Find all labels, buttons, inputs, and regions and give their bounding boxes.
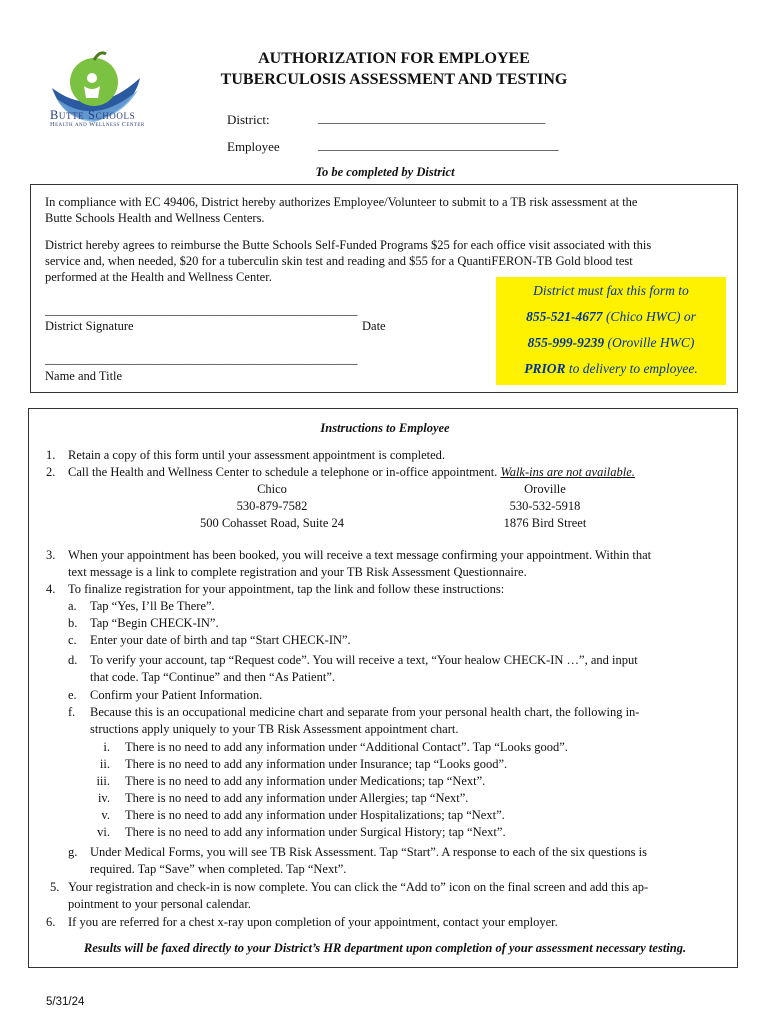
item-a-text: Tap “Yes, I’ll Be There”.: [90, 599, 215, 613]
oroville-fax-location: (Oroville HWC): [607, 335, 695, 350]
chico-phone: 530-879-7582: [236, 499, 308, 513]
fax-line-prior: [496, 361, 726, 377]
footer-date: 5/31/24: [46, 996, 85, 1008]
para2-line3: performed at the Health and Wellness Center.: [45, 270, 272, 284]
para2-line1: District hereby agrees to reimburse the Butte Schools Self-Funded Programs $25 for each office visit associated with this: [45, 238, 652, 252]
prior-rest-text: to delivery to employee.: [568, 361, 698, 376]
para1-line2: Butte Schools Health and Wellness Centers.: [45, 211, 265, 225]
item-g-line1: Under Medical Forms, you will see TB Risk Assessment. Tap “Start”. A response to each of the six questions is: [90, 845, 647, 859]
title-line-2: TUBERCULOSIS ASSESSMENT AND TESTING: [220, 71, 568, 88]
fax-line-1: District must fax this form to: [533, 283, 689, 298]
signature-label: District Signature: [45, 319, 134, 333]
item-2-main: Call the Health and Wellness Center to schedule a telephone or in-office appointment.: [68, 465, 498, 479]
item-b-text: Tap “Begin CHECK-IN”.: [90, 616, 219, 630]
logo-text: Butte Schools: [50, 108, 136, 122]
item-fvi-text: There is no need to add any information under Surgical History; tap “Next”.: [125, 825, 506, 839]
item-3-line1: When your appointment has been booked, you will receive a text message confirming your appointment. Within that: [68, 548, 652, 562]
para1-line1: In compliance with EC 49406, District hereby authorizes Employee/Volunteer to submit to a TB risk assessment at the: [45, 195, 638, 209]
employee-field[interactable]: _____________________________________: [318, 137, 559, 152]
item-fv-number: v.: [101, 808, 110, 822]
prior-text: PRIOR: [524, 361, 566, 376]
chico-fax-location: (Chico HWC) or: [605, 309, 696, 324]
item-3-line2: text message is a link to complete registration and your TB Risk Assessment Questionnaire.: [68, 565, 527, 579]
item-e-number: e.: [68, 688, 77, 702]
item-c-number: c.: [68, 633, 77, 647]
item-3-number: 3.: [46, 548, 56, 562]
fax-line-oroville: [496, 335, 726, 351]
item-a-number: a.: [68, 599, 77, 613]
item-fi-number: i.: [103, 740, 110, 754]
chico-fax-number: 855-521-4677: [526, 309, 603, 324]
item-2-text: [68, 464, 635, 481]
item-fiv-text: There is no need to add any information under Allergies; tap “Next”.: [125, 791, 469, 805]
item-6-text: If you are referred for a chest x-ray upon completion of your appointment, contact your employer.: [68, 915, 558, 929]
item-b-number: b.: [68, 616, 78, 630]
item-5-line1: Your registration and check-in is now complete. You can click the “Add to” icon on the final screen and add this ap-: [68, 880, 649, 894]
item-fiii-text: There is no need to add any information under Medications; tap “Next”.: [125, 774, 486, 788]
instructions-heading: Instructions to Employee: [320, 421, 450, 435]
item-fii-number: ii.: [99, 757, 110, 771]
item-d-line1: To verify your account, tap “Request code”. You will receive a text, “Your healow CHECK-IN …”, and input: [90, 653, 638, 667]
item-f-line1: Because this is an occupational medicine chart and separate from your personal health chart, the following in-: [90, 705, 640, 719]
item-fiv-number: iv.: [97, 791, 110, 805]
chico-address: 500 Cohasset Road, Suite 24: [199, 516, 345, 530]
signature-line[interactable]: __________________________________________________: [45, 303, 358, 317]
para2-line2: service and, when needed, $20 for a tuberculin skin test and reading and $55 for a QuantiFERON-TB Gold blood test: [45, 254, 633, 268]
item-f-number: f.: [68, 705, 76, 719]
item-5-line2: pointment to your personal calendar.: [68, 897, 251, 911]
oroville-name: Oroville: [524, 482, 566, 496]
item-1-number: 1.: [46, 448, 56, 462]
employee-label: Employee: [227, 139, 280, 154]
item-fiii-number: iii.: [96, 774, 110, 788]
oroville-fax-number: 855-999-9239: [527, 335, 605, 350]
item-d-number: d.: [68, 653, 78, 667]
logo-subtext: Health and Wellness Center: [50, 121, 145, 128]
item-d-line2: that code. Tap “Continue” and then “As Patient”.: [90, 670, 336, 684]
results-note: Results will be faxed directly to your District’s HR department upon completion of your assessment necessary testing.: [83, 941, 687, 955]
walkins-note: Walk-ins are not available.: [500, 465, 635, 479]
name-line[interactable]: __________________________________________________: [45, 352, 358, 366]
district-label: District:: [227, 112, 270, 127]
item-c-text: Enter your date of birth and tap “Start CHECK-IN”.: [90, 633, 351, 647]
district-field[interactable]: ___________________________________: [318, 110, 546, 125]
item-f-line2: structions apply uniquely to your TB Risk Assessment appointment chart.: [90, 722, 459, 736]
item-2-number: 2.: [46, 465, 56, 479]
item-4-number: 4.: [46, 582, 56, 596]
name-title-label: Name and Title: [45, 369, 123, 383]
item-fii-text: There is no need to add any information under Insurance; tap “Looks good”.: [125, 757, 508, 771]
date-label: Date: [362, 319, 386, 333]
item-g-number: g.: [68, 845, 78, 859]
item-fv-text: There is no need to add any information under Hospitalizations; tap “Next”.: [125, 808, 505, 822]
item-4-text: To finalize registration for your appointment, tap the link and follow these instructions:: [68, 582, 505, 596]
item-6-number: 6.: [46, 915, 56, 929]
item-g-line2: required. Tap “Save” when completed. Tap “Next”.: [90, 862, 347, 876]
district-heading: To be completed by District: [315, 165, 455, 179]
chico-name: Chico: [257, 482, 287, 496]
item-fvi-number: vi.: [97, 825, 110, 839]
fax-line-chico: [496, 309, 726, 325]
oroville-phone: 530-532-5918: [509, 499, 581, 513]
page-title: [214, 48, 574, 90]
item-1-text: Retain a copy of this form until your assessment appointment is completed.: [68, 448, 446, 462]
item-e-text: Confirm your Patient Information.: [90, 688, 263, 702]
oroville-address: 1876 Bird Street: [503, 516, 587, 530]
title-line-1: AUTHORIZATION FOR EMPLOYEE: [258, 50, 530, 67]
item-fi-text: There is no need to add any information under “Additional Contact”. Tap “Looks good”.: [125, 740, 568, 754]
item-5-number: 5.: [50, 880, 60, 894]
